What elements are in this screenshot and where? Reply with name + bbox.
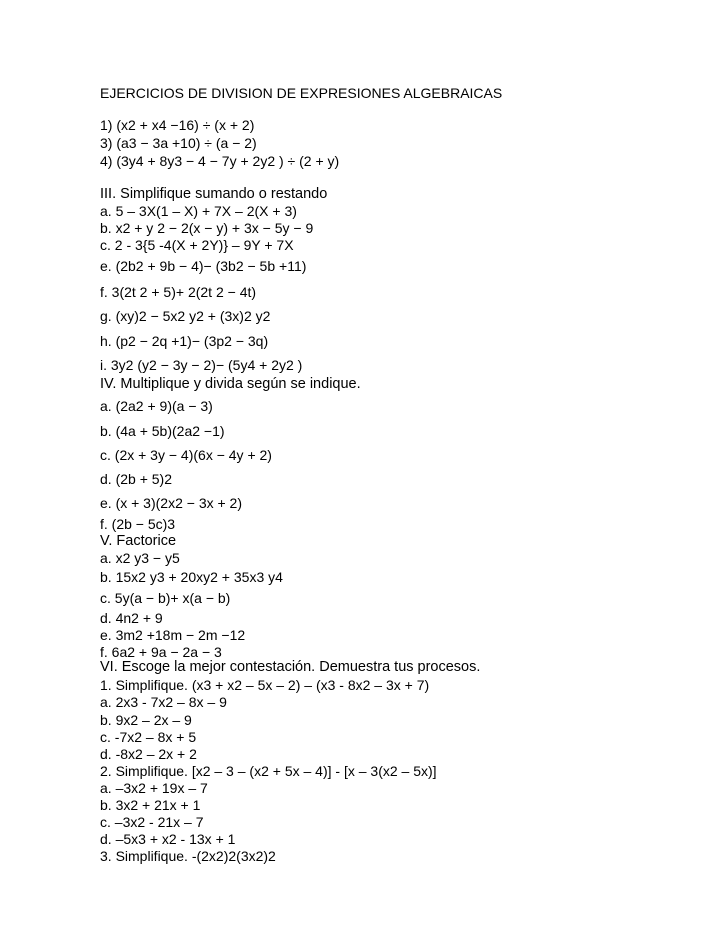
exercise-item: b. (4a + 5b)(2a2 −1) [100,423,225,439]
document-title: EJERCICIOS DE DIVISION DE EXPRESIONES ALGEBRAICAS [100,85,503,101]
exercise-item: a. 5 – 3X(1 – X) + 7X – 2(X + 3) [100,203,297,219]
division-exercise: 4) (3y4 + 8y3 − 4 − 7y + 2y2 ) ÷ (2 + y) [100,153,340,169]
exercise-item: i. 3y2 (y2 − 3y − 2)− (5y4 + 2y2 ) [100,357,303,373]
answer-option: c. –3x2 - 21x – 7 [100,814,204,830]
exercise-item: d. 4n2 + 9 [100,610,163,626]
exercise-item: g. (xy)2 − 5x2 y2 + (3x)2 y2 [100,308,271,324]
exercise-item: d. (2b + 5)2 [100,471,172,487]
answer-option: a. –3x2 + 19x – 7 [100,780,208,796]
exercise-item: c. 5y(a − b)+ x(a − b) [100,590,231,606]
answer-option: b. 9x2 – 2x – 9 [100,712,192,728]
answer-option: a. 2x3 - 7x2 – 8x – 9 [100,694,227,710]
division-exercise: 1) (x2 + x4 −16) ÷ (x + 2) [100,117,255,133]
exercise-item: a. (2a2 + 9)(a − 3) [100,398,213,414]
section-heading: IV. Multiplique y divida según se indique. [100,376,361,392]
exercise-item: e. 3m2 +18m − 2m −12 [100,627,246,643]
exercise-item: f. 3(2t 2 + 5)+ 2(2t 2 − 4t) [100,284,257,300]
exercise-item: a. x2 y3 − y5 [100,550,180,566]
division-exercise: 3) (a3 − 3a +10) ÷ (a − 2) [100,135,257,151]
exercise-item: c. 2 - 3{5 -4(X + 2Y)} – 9Y + 7X [100,237,294,253]
answer-option: d. -8x2 – 2x + 2 [100,746,197,762]
exercise-item: h. (p2 − 2q +1)− (3p2 − 3q) [100,333,269,349]
answer-option: c. -7x2 – 8x + 5 [100,729,197,745]
section-heading: VI. Escoge la mejor contestación. Demuestra tus procesos. [100,659,481,675]
exercise-item: f. (2b − 5c)3 [100,516,176,532]
exercise-item: e. (2b2 + 9b − 4)− (3b2 − 5b +11) [100,258,307,274]
answer-option: b. 3x2 + 21x + 1 [100,797,201,813]
section-heading: V. Factorice [100,533,177,549]
answer-option: d. –5x3 + x2 - 13x + 1 [100,831,236,847]
exercise-item: b. 15x2 y3 + 20xy2 + 35x3 y4 [100,569,283,585]
exercise-item: f. 6a2 + 9a − 2a − 3 [100,644,222,660]
question: 1. Simplifique. (x3 + x2 – 5x – 2) – (x3 - 8x2 – 3x + 7) [100,677,430,693]
section-heading: III. Simplifique sumando o restando [100,186,328,202]
exercise-item: b. x2 + y 2 − 2(x − y) + 3x − 5y − 9 [100,220,314,236]
question: 2. Simplifique. [x2 – 3 – (x2 + 5x – 4)] - [x – 3(x2 – 5x)] [100,763,437,779]
exercise-item: e. (x + 3)(2x2 − 3x + 2) [100,495,243,511]
question: 3. Simplifique. -(2x2)2(3x2)2 [100,848,276,864]
exercise-item: c. (2x + 3y − 4)(6x − 4y + 2) [100,447,272,463]
